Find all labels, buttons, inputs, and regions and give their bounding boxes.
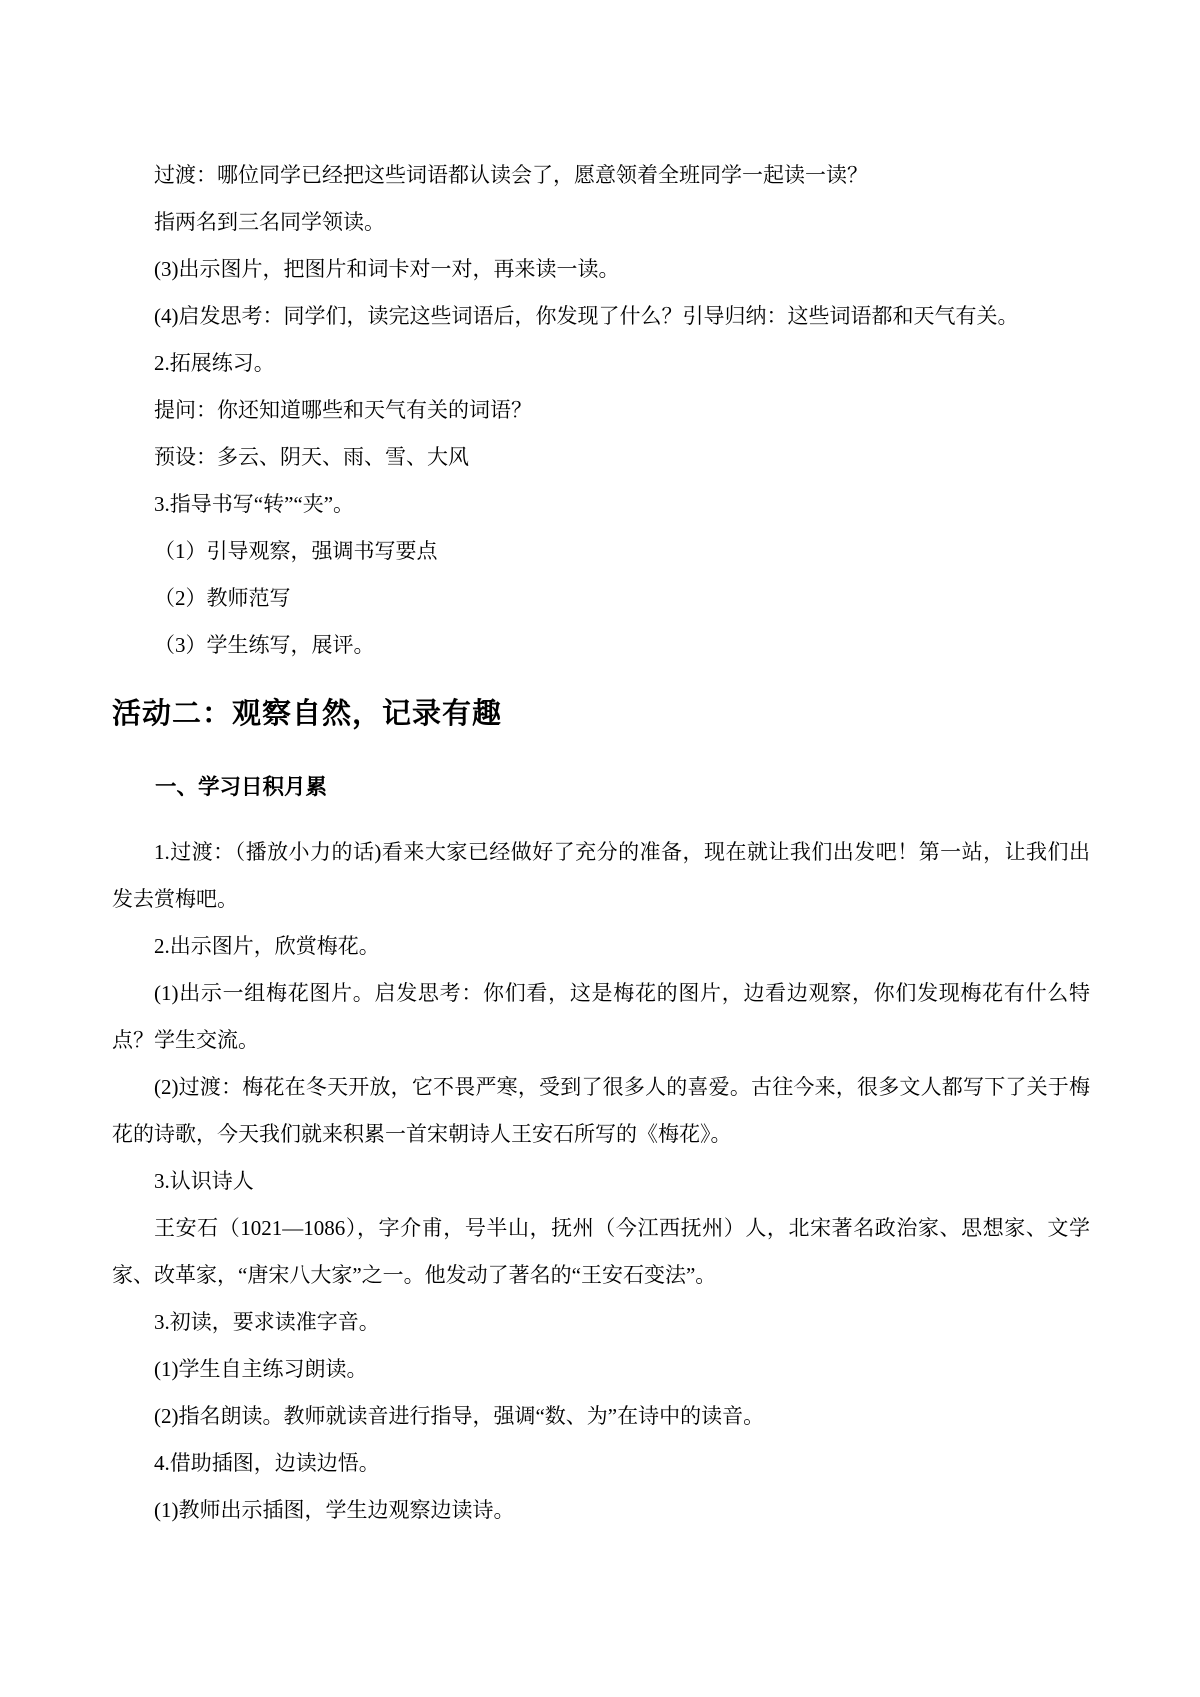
activity-two-heading: 活动二：观察自然，记录有趣 <box>112 698 503 730</box>
paragraph-3-first-reading: 3.初读，要求读准字音。 <box>154 1310 380 1334</box>
paragraph-2-show-plum-pictures: 2.出示图片，欣赏梅花。 <box>154 934 380 958</box>
paragraph-question-weather-words: 提问：你还知道哪些和天气有关的词语？ <box>154 398 532 422</box>
paragraph-step4-inspire-thinking: (4)启发思考：同学们，读完这些词语后，你发现了什么？引导归纳：这些词语都和天气有关。 <box>154 304 1019 328</box>
paragraph-wang-anshi-bio: 王安石（1021—1086），字介甫，号半山，抚州（今江西抚州）人，北宋著名政治家、思想家、文学家、改革家，“唐宋八大家”之一。他发动了著名的“王安石变法”。 <box>112 1216 1090 1287</box>
paragraph-preset-answers: 预设：多云、阴天、雨、雪、大风 <box>154 445 469 469</box>
paragraph-step1-plum-observation: (1)出示一组梅花图片。启发思考：你们看，这是梅花的图片，边看边观察，你们发现梅花有什么特点？学生交流。 <box>112 981 1090 1052</box>
paragraph-3-writing-guidance: 3.指导书写“转”“夹”。 <box>154 492 355 516</box>
paragraph-transition-lead-reading: 过渡：哪位同学已经把这些词语都认读会了，愿意领着全班同学一起读一读？ <box>154 163 868 187</box>
paragraph-4-use-illustration: 4.借助插图，边读边悟。 <box>154 1451 380 1475</box>
lesson-plan-content <box>112 0 1090 1534</box>
paragraph-step2-plum-transition: (2)过渡：梅花在冬天开放，它不畏严寒，受到了很多人的喜爱。古往今来，很多文人都写下了关于梅花的诗歌，今天我们就来积累一首宋朝诗人王安石所写的《梅花》。 <box>112 1075 1090 1146</box>
paragraph-step1-self-practice: (1)学生自主练习朗读。 <box>154 1357 368 1381</box>
paragraph-step3-show-pictures: (3)出示图片，把图片和词卡对一对，再来读一读。 <box>154 257 620 281</box>
paragraph-writing-step3: （3）学生练写，展评。 <box>154 633 375 657</box>
paragraph-3-meet-the-poet: 3.认识诗人 <box>154 1169 254 1193</box>
paragraph-writing-step2: （2）教师范写 <box>154 586 291 610</box>
paragraph-1-transition-departure: 1.过渡：（播放小力的话)看来大家已经做好了充分的准备，现在就让我们出发吧！第一站，让我们出发去赏梅吧。 <box>112 840 1090 911</box>
paragraph-writing-step1: （1）引导观察，强调书写要点 <box>154 539 438 563</box>
paragraph-pick-students: 指两名到三名同学领读。 <box>154 210 385 234</box>
paragraph-2-expand-practice: 2.拓展练习。 <box>154 351 275 375</box>
paragraph-step2-named-reading: (2)指名朗读。教师就读音进行指导，强调“数、为”在诗中的读音。 <box>154 1404 765 1428</box>
paragraph-step1-show-illustration: (1)教师出示插图，学生边观察边读诗。 <box>154 1498 515 1522</box>
section-one-subheading: 一、学习日积月累 <box>155 775 328 799</box>
